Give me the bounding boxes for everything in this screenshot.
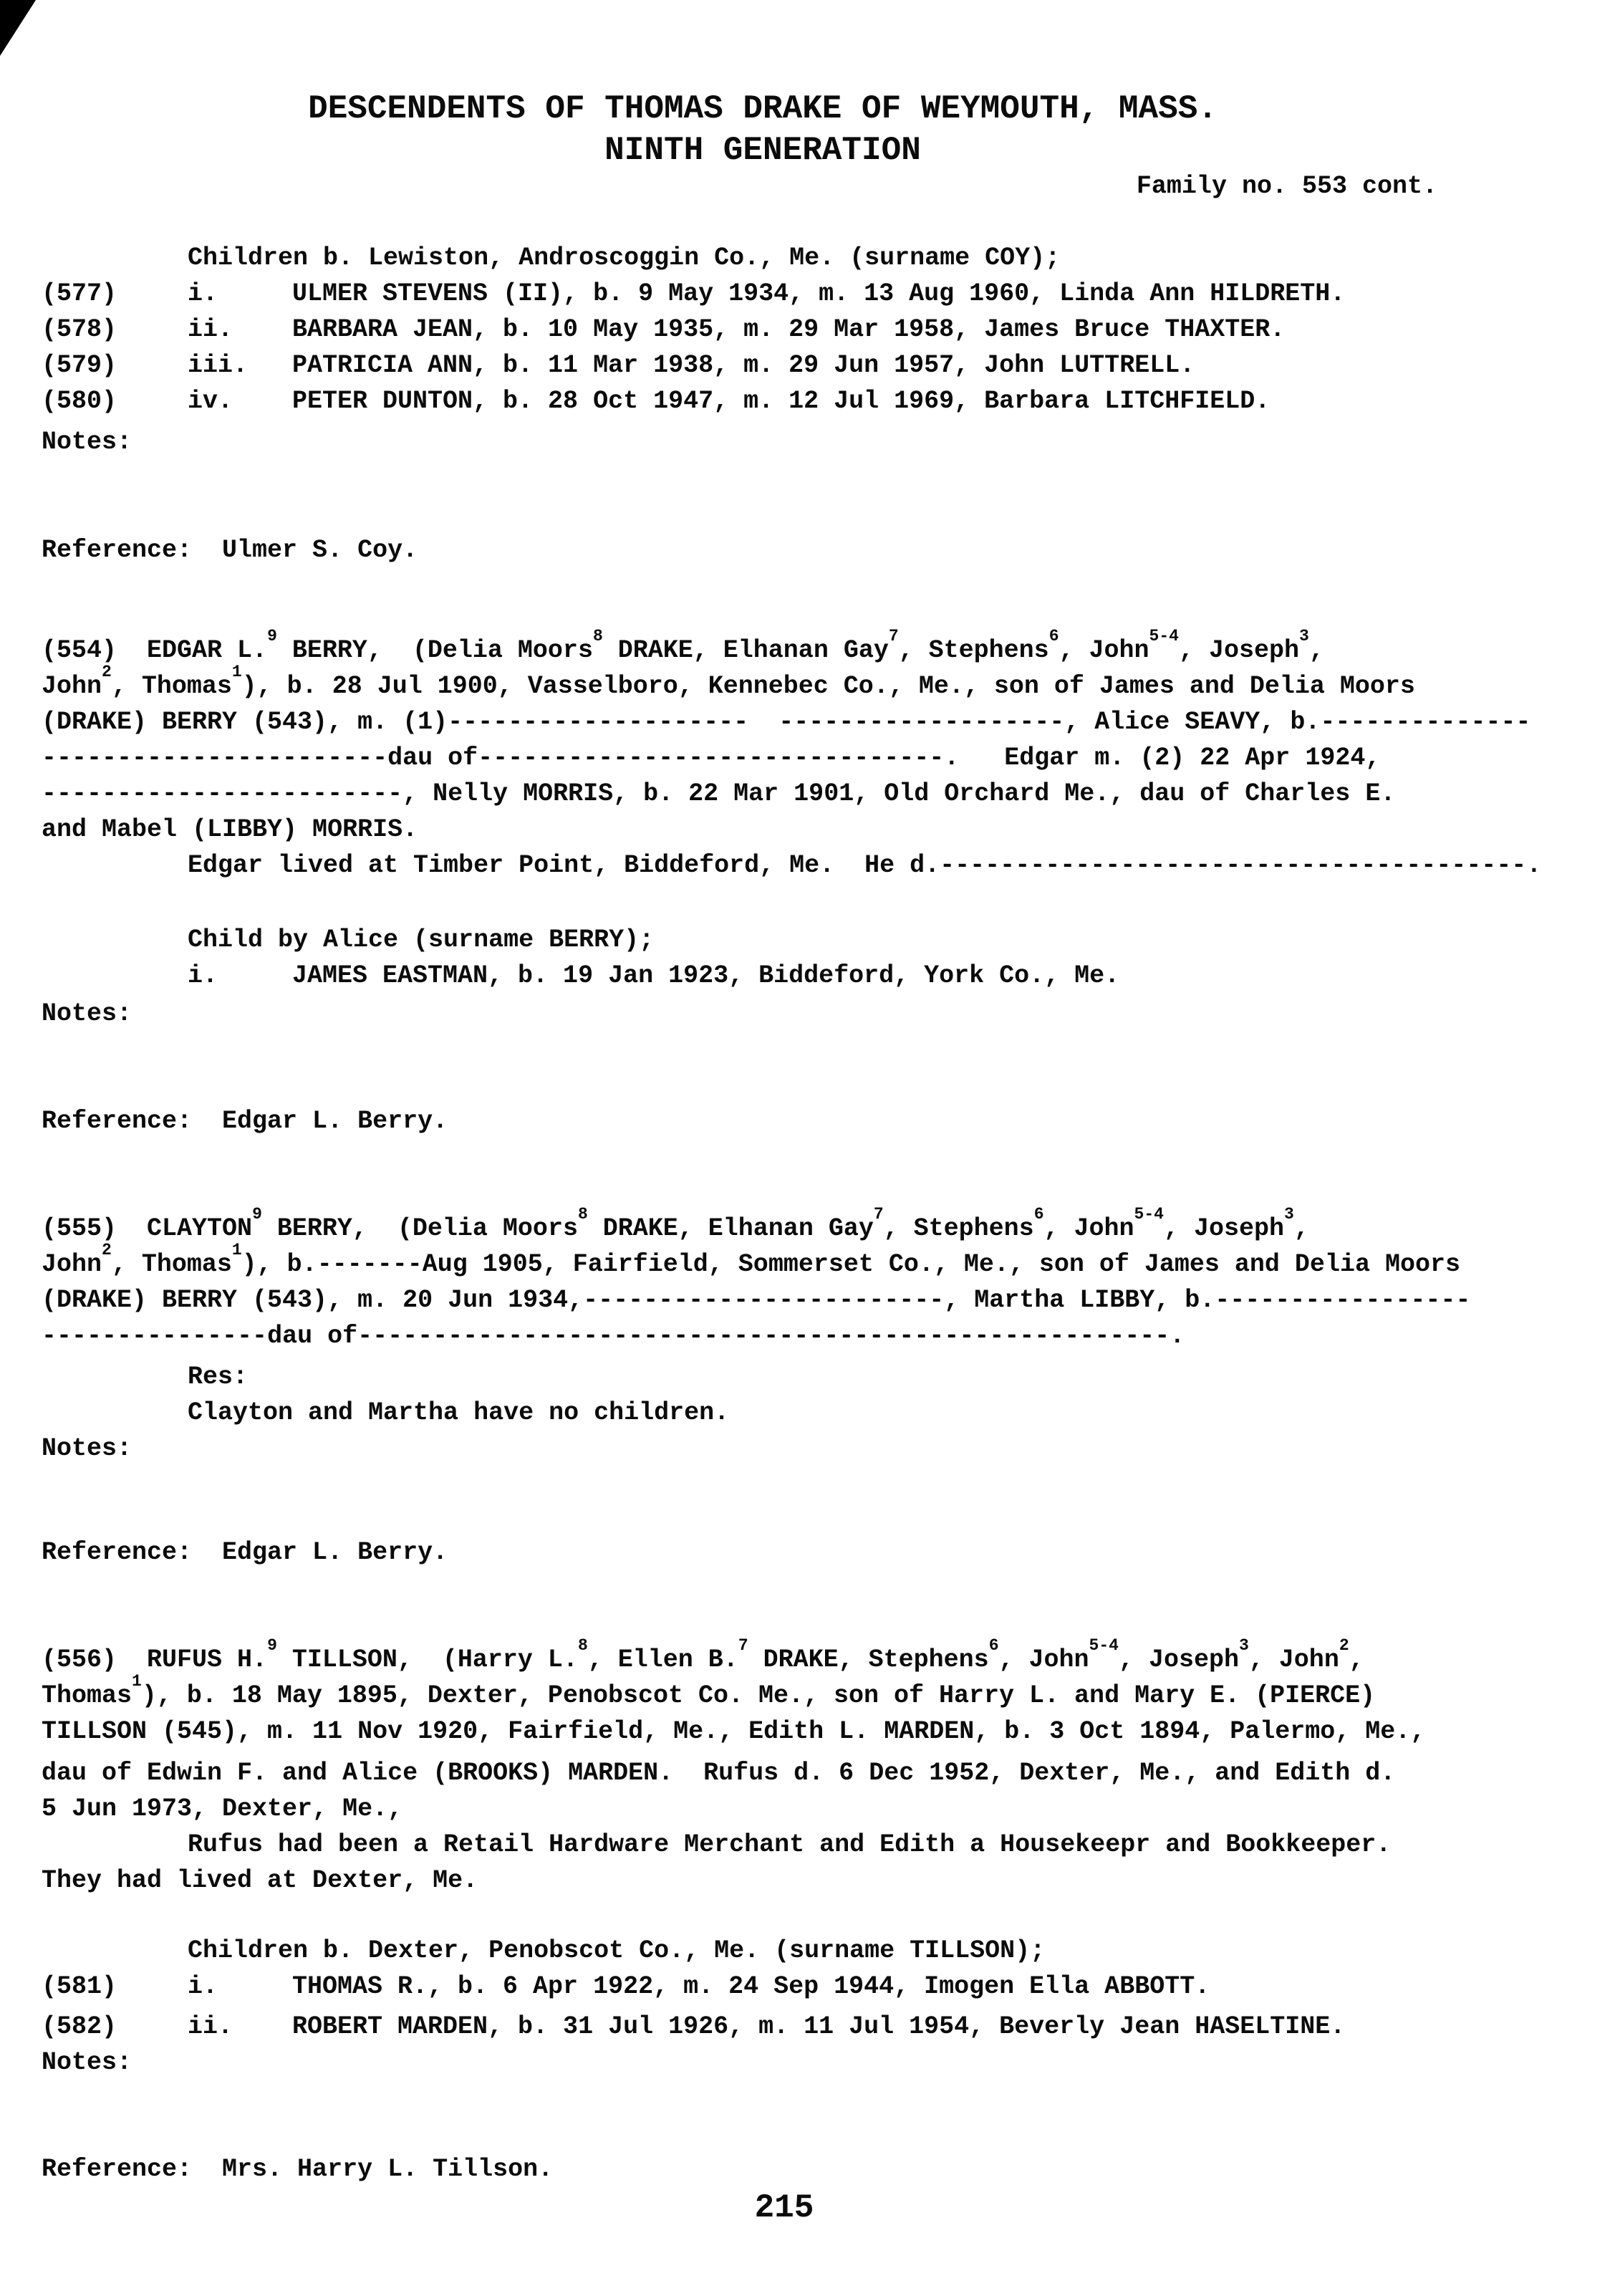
- text-run: , Alice SEAVY, b.: [1064, 708, 1321, 736]
- generation-superscript: 8: [577, 1636, 588, 1655]
- reference-berry-2: [42, 1534, 1586, 1570]
- generation-superscript: 5-4: [1149, 627, 1179, 645]
- text-run: , Thomas: [111, 1250, 232, 1279]
- text-run: , John: [998, 1646, 1089, 1674]
- generation-superscript: 8: [592, 627, 603, 645]
- text-run: TILLSON, (Harry L.: [276, 1646, 578, 1674]
- child-record-text: THOMAS R., b. 6 Apr 1922, m. 24 Sep 1944, Imogen Ella ABBOTT.: [292, 1972, 1210, 2001]
- entry-556-line-1: [42, 1636, 1586, 1678]
- text-run: John: [42, 672, 102, 701]
- text-run: (555) CLAYTON: [42, 1214, 253, 1243]
- text-run: DESCENDENTS OF THOMAS DRAKE OF WEYMOUTH, MASS.: [308, 90, 1218, 128]
- text-run: DRAKE, Stephens: [748, 1646, 989, 1674]
- blank-fill-leader: --------------------: [448, 708, 749, 736]
- text-run: 5 Jun 1973, Dexter, Me.,: [42, 1795, 403, 1823]
- child-id-number: (580): [42, 387, 117, 416]
- text-run: [748, 708, 778, 736]
- page-title-line-1: [42, 88, 1484, 130]
- text-run: , Martha LIBBY, b.: [944, 1286, 1215, 1315]
- entry-555-line-4: [42, 1318, 1586, 1354]
- text-run: (DRAKE) BERRY (543), m. 20 Jun 1934,: [42, 1286, 584, 1315]
- entry-554-line-2: [42, 663, 1586, 704]
- text-run: Thomas: [42, 1681, 132, 1710]
- child-row-james: [42, 958, 1586, 994]
- generation-superscript: 2: [1339, 1636, 1349, 1655]
- child-record-text: ULMER STEVENS (II), b. 9 May 1934, m. 13 Aug 1960, Linda Ann HILDRETH.: [292, 279, 1346, 308]
- generation-superscript: 1: [231, 1241, 242, 1259]
- generation-superscript: 6: [1033, 1205, 1044, 1224]
- text-run: . Edgar m. (2) 22 Apr 1924,: [944, 744, 1381, 772]
- text-run: DRAKE, Elhanan Gay: [602, 636, 889, 665]
- generation-superscript: 3: [1284, 1205, 1294, 1224]
- blank-fill-leader: ------------------------------------------------------: [357, 1322, 1170, 1350]
- generation-superscript: 3: [1299, 627, 1309, 645]
- text-run: , John: [1059, 636, 1149, 665]
- child-roman-numeral: iii.: [188, 351, 249, 380]
- text-run: Notes:: [42, 2048, 132, 2077]
- text-run: Notes:: [42, 999, 132, 1028]
- text-run: , Joseph: [1163, 1214, 1284, 1243]
- entry-555-line-3: [42, 1282, 1586, 1318]
- text-run: ,: [1349, 1646, 1364, 1674]
- child-row-581: [42, 1969, 1586, 2004]
- text-run: ,: [1308, 636, 1324, 665]
- generation-superscript: 1: [132, 1672, 142, 1691]
- generation-superscript: 5-4: [1089, 1636, 1119, 1655]
- child-record-text: PATRICIA ANN, b. 11 Mar 1938, m. 29 Jun 1957, John LUTTRELL.: [292, 351, 1195, 380]
- child-roman-numeral: i.: [188, 279, 218, 308]
- generation-superscript: 9: [267, 627, 277, 645]
- text-run: Aug 1905, Fairfield, Sommerset Co., Me., son of James and Delia Moors: [422, 1250, 1460, 1279]
- generation-superscript: 9: [267, 1636, 277, 1655]
- blank-fill-leader: -------------------: [778, 708, 1065, 736]
- text-run: , Stephens: [883, 1214, 1034, 1243]
- text-run: ), b.: [241, 1250, 317, 1279]
- text-run: Child by Alice (surname BERRY);: [188, 926, 655, 954]
- text-run: BERRY, (Delia Moors: [261, 1214, 578, 1243]
- blank-fill-leader: ------------------------: [42, 779, 403, 808]
- text-run: John: [42, 1250, 102, 1279]
- reference-coy: [42, 532, 1586, 568]
- text-run: , Ellen B.: [587, 1646, 738, 1674]
- child-row-582: [42, 2009, 1586, 2045]
- text-run: Reference: Edgar L. Berry.: [42, 1538, 448, 1567]
- notes-label-4: [42, 2045, 1586, 2080]
- blank-fill-leader: -------------------------------: [478, 744, 945, 772]
- generation-superscript: 1: [231, 663, 242, 681]
- text-run: Reference: Mrs. Harry L. Tillson.: [42, 2155, 554, 2184]
- child-row-577: [42, 276, 1586, 312]
- text-run: , Joseph: [1178, 636, 1299, 665]
- blank-fill-leader: ---------------------------------------: [940, 851, 1527, 880]
- generation-superscript: 7: [873, 1205, 884, 1224]
- child-row-578: [42, 312, 1586, 347]
- page-title-line-2: [42, 130, 1484, 171]
- child-roman-numeral: i.: [188, 961, 218, 990]
- child-id-number: (578): [42, 315, 117, 344]
- text-run: TILLSON (545), m. 11 Nov 1920, Fairfield, Me., Edith L. MARDEN, b. 3 Oct 1894, Palermo, Me.,: [42, 1717, 1426, 1746]
- child-id-number: [42, 958, 188, 994]
- entry-554-line-3: [42, 704, 1586, 740]
- children-header-tillson: [42, 1933, 1586, 1969]
- blank-fill-leader: -----------------------: [42, 744, 388, 772]
- text-run: Res:: [188, 1363, 249, 1391]
- text-run: , John: [1248, 1646, 1339, 1674]
- generation-superscript: 6: [988, 1636, 999, 1655]
- child-header-berry: [42, 922, 1586, 958]
- text-run: DRAKE, Elhanan Gay: [587, 1214, 874, 1243]
- child-row-580: [42, 383, 1586, 419]
- entry-555-line-1: [42, 1205, 1586, 1247]
- generation-superscript: 9: [252, 1205, 262, 1224]
- text-run: , John: [1043, 1214, 1134, 1243]
- generation-superscript: 7: [888, 627, 899, 645]
- text-run: , Thomas: [111, 672, 232, 701]
- text-run: , Joseph: [1118, 1646, 1239, 1674]
- page-number: [42, 2187, 1527, 2229]
- reference-tillson: [42, 2151, 1586, 2187]
- child-roman-numeral: iv.: [188, 387, 233, 416]
- entry-556-line-7: [42, 1863, 1586, 1898]
- text-run: dau of Edwin F. and Alice (BROOKS) MARDEN. Rufus d. 6 Dec 1952, Dexter, Me., and Edith d.: [42, 1759, 1396, 1787]
- text-run: Notes:: [42, 1434, 132, 1463]
- text-run: Clayton and Martha have no children.: [188, 1398, 730, 1427]
- entry-556-line-3: [42, 1714, 1586, 1749]
- text-run: Children b. Dexter, Penobscot Co., Me. (surname TILLSON);: [188, 1936, 1046, 1965]
- child-id-number: (582): [42, 2012, 117, 2041]
- family-number: [42, 168, 1437, 204]
- generation-superscript: 3: [1238, 1636, 1249, 1655]
- text-run: , Nelly MORRIS, b. 22 Mar 1901, Old Orchard Me., dau of Charles E.: [402, 779, 1396, 808]
- blank-fill-leader: --------------: [1320, 708, 1531, 736]
- blank-fill-leader: ------------------------: [583, 1286, 945, 1315]
- scan-corner-artifact: [0, 0, 36, 56]
- res-label: [42, 1359, 1586, 1395]
- generation-superscript: 5-4: [1134, 1205, 1164, 1224]
- blank-fill-leader: ---------------: [42, 1322, 268, 1350]
- text-run: dau of: [267, 1322, 358, 1350]
- blank-fill-leader: -----------------: [1215, 1286, 1471, 1315]
- generation-superscript: 2: [102, 663, 112, 681]
- entry-554-line-4: [42, 740, 1586, 776]
- text-run: .: [1526, 851, 1542, 880]
- child-roman-numeral: ii.: [188, 2012, 233, 2041]
- notes-label-2: [42, 996, 1586, 1032]
- generation-superscript: 8: [577, 1205, 588, 1224]
- text-run: , Stephens: [898, 636, 1049, 665]
- text-run: Children b. Lewiston, Androscoggin Co., Me. (surname COY);: [188, 244, 1061, 272]
- entry-554-line-5: [42, 776, 1586, 812]
- entry-555-line-2: [42, 1241, 1586, 1282]
- children-header-coy: [42, 240, 1586, 276]
- child-id-number: (581): [42, 1972, 117, 2001]
- child-record-text: JAMES EASTMAN, b. 19 Jan 1923, Biddeford, York Co., Me.: [292, 961, 1120, 990]
- child-roman-numeral: ii.: [188, 315, 233, 344]
- document-text-flow: [42, 88, 1586, 2229]
- text-run: Edgar lived at Timber Point, Biddeford, Me. He d.: [188, 851, 940, 880]
- generation-superscript: 2: [102, 1241, 112, 1259]
- text-run: (556) RUFUS H.: [42, 1646, 268, 1674]
- text-run: 215: [754, 2189, 814, 2227]
- entry-556-line-6: [42, 1827, 1586, 1863]
- entry-555-note-line: [42, 1395, 1586, 1431]
- text-run: Notes:: [42, 428, 132, 456]
- child-row-579: [42, 347, 1586, 383]
- child-id-number: (577): [42, 279, 117, 308]
- entry-554-line-6: [42, 812, 1586, 847]
- child-id-number: (579): [42, 351, 117, 380]
- text-run: ,: [1293, 1214, 1309, 1243]
- child-record-text: ROBERT MARDEN, b. 31 Jul 1926, m. 11 Jul 1954, Beverly Jean HASELTINE.: [292, 2012, 1346, 2041]
- text-run: Rufus had been a Retail Hardware Merchant and Edith a Housekeepr and Bookkeeper.: [188, 1830, 1392, 1859]
- entry-556-line-4: [42, 1755, 1586, 1791]
- notes-label-1: [42, 424, 1586, 460]
- text-run: ), b. 18 May 1895, Dexter, Penobscot Co. Me., son of Harry L. and Mary E. (PIERCE): [141, 1681, 1376, 1710]
- text-run: Reference: Ulmer S. Coy.: [42, 536, 418, 565]
- text-run: and Mabel (LIBBY) MORRIS.: [42, 815, 418, 844]
- text-run: (554) EDGAR L.: [42, 636, 268, 665]
- entry-554-line-1: [42, 627, 1586, 668]
- text-run: .: [1170, 1322, 1185, 1350]
- notes-label-3: [42, 1431, 1586, 1466]
- child-record-text: PETER DUNTON, b. 28 Oct 1947, m. 12 Jul 1969, Barbara LITCHFIELD.: [292, 387, 1271, 416]
- text-run: ), b. 28 Jul 1900, Vasselboro, Kennebec Co., Me., son of James and Delia Moors: [241, 672, 1415, 701]
- text-run: BERRY, (Delia Moors: [276, 636, 593, 665]
- text-run: dau of: [387, 744, 478, 772]
- child-record-text: BARBARA JEAN, b. 10 May 1935, m. 29 Mar 1958, James Bruce THAXTER.: [292, 315, 1286, 344]
- generation-superscript: 6: [1048, 627, 1059, 645]
- text-run: Family no. 553 cont.: [1136, 172, 1437, 201]
- blank-fill-leader: -------: [317, 1250, 423, 1279]
- text-run: NINTH GENERATION: [604, 132, 921, 169]
- text-run: They had lived at Dexter, Me.: [42, 1866, 478, 1895]
- entry-556-line-2: [42, 1672, 1586, 1714]
- text-run: (DRAKE) BERRY (543), m. (1): [42, 708, 448, 736]
- reference-berry-1: [42, 1103, 1586, 1139]
- generation-superscript: 7: [738, 1636, 748, 1655]
- child-roman-numeral: i.: [188, 1972, 218, 2001]
- entry-556-line-5: [42, 1791, 1586, 1827]
- entry-554-line-7: [42, 847, 1586, 883]
- text-run: Reference: Edgar L. Berry.: [42, 1107, 448, 1135]
